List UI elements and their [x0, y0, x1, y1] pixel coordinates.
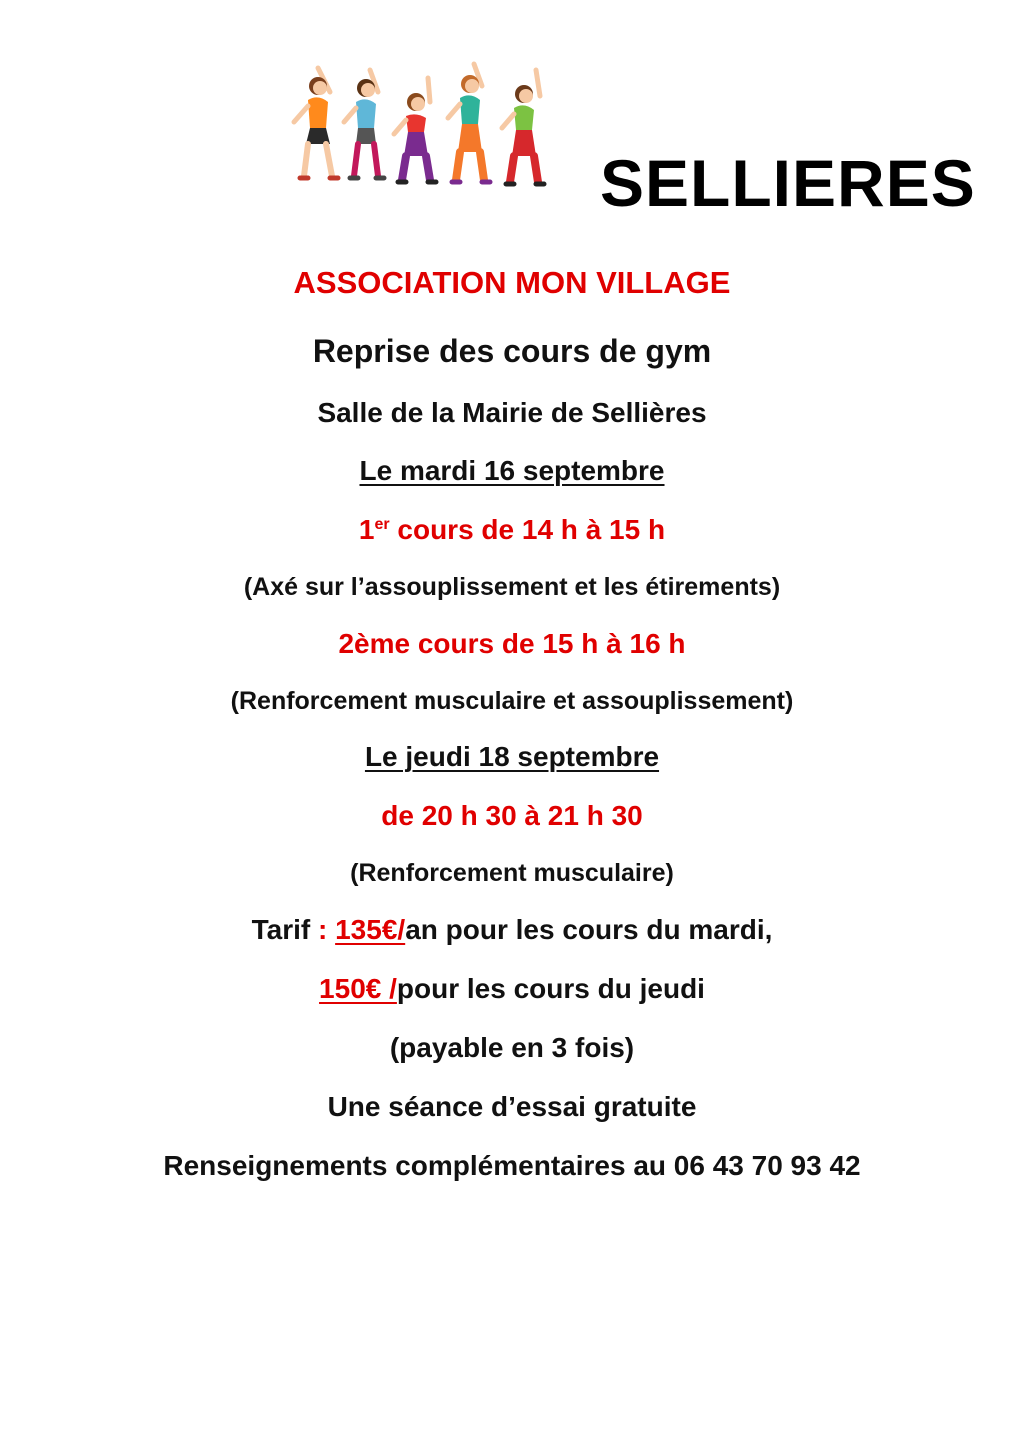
town-title: SELLIERES: [600, 146, 976, 220]
course-2-description: (Renforcement musculaire et assouplissement): [230, 687, 794, 715]
day-2: [0, 742, 1024, 773]
tarif-tuesday-text: an pour les cours du mardi,: [405, 914, 773, 945]
tarif-price-thursday: 150€ /: [319, 973, 397, 1004]
course-1-ordinal: er: [374, 516, 390, 533]
course-1-time: cours de 14 h à 15 h: [389, 514, 666, 545]
woman-1-figure: [294, 68, 338, 178]
course-1: [0, 515, 1024, 546]
course-3-description: (Renforcement musculaire): [350, 859, 674, 887]
trial-offer: Une séance d’essai gratuite: [327, 1091, 697, 1122]
course-1-description: (Axé sur l’assouplissement et les étirements): [243, 573, 781, 601]
venue: Salle de la Mairie de Sellières: [317, 397, 707, 428]
tarif-line-2: [0, 974, 1024, 1005]
association-name: ASSOCIATION MON VILLAGE: [293, 265, 731, 300]
gym-class-illustration: [278, 56, 570, 196]
course-2: 2ème cours de 15 h à 16 h: [338, 628, 686, 659]
woman-5-figure: [502, 70, 544, 184]
tarif-thursday-text: pour les cours du jeudi: [396, 973, 705, 1004]
woman-3-figure: [394, 78, 436, 182]
tarif-colon: :: [318, 914, 336, 945]
payment-note: (payable en 3 fois): [389, 1032, 635, 1063]
headline: Reprise des cours de gym: [312, 333, 712, 369]
course-1-number: 1: [358, 514, 375, 545]
day-1-text: Le mardi 16 septembre: [359, 455, 665, 486]
day-2-text: Le jeudi 18 septembre: [364, 741, 660, 772]
tarif-label: Tarif: [251, 914, 318, 945]
course-3: de 20 h 30 à 21 h 30: [381, 800, 643, 831]
day-1: [0, 456, 1024, 487]
contact-info: Renseignements complémentaires au 06 43 70 93 42: [163, 1150, 861, 1181]
tarif-price-tuesday: 135€/: [335, 914, 406, 945]
tarif-line-1: [0, 915, 1024, 946]
woman-4-figure: [448, 64, 490, 182]
woman-2-figure: [344, 70, 384, 178]
